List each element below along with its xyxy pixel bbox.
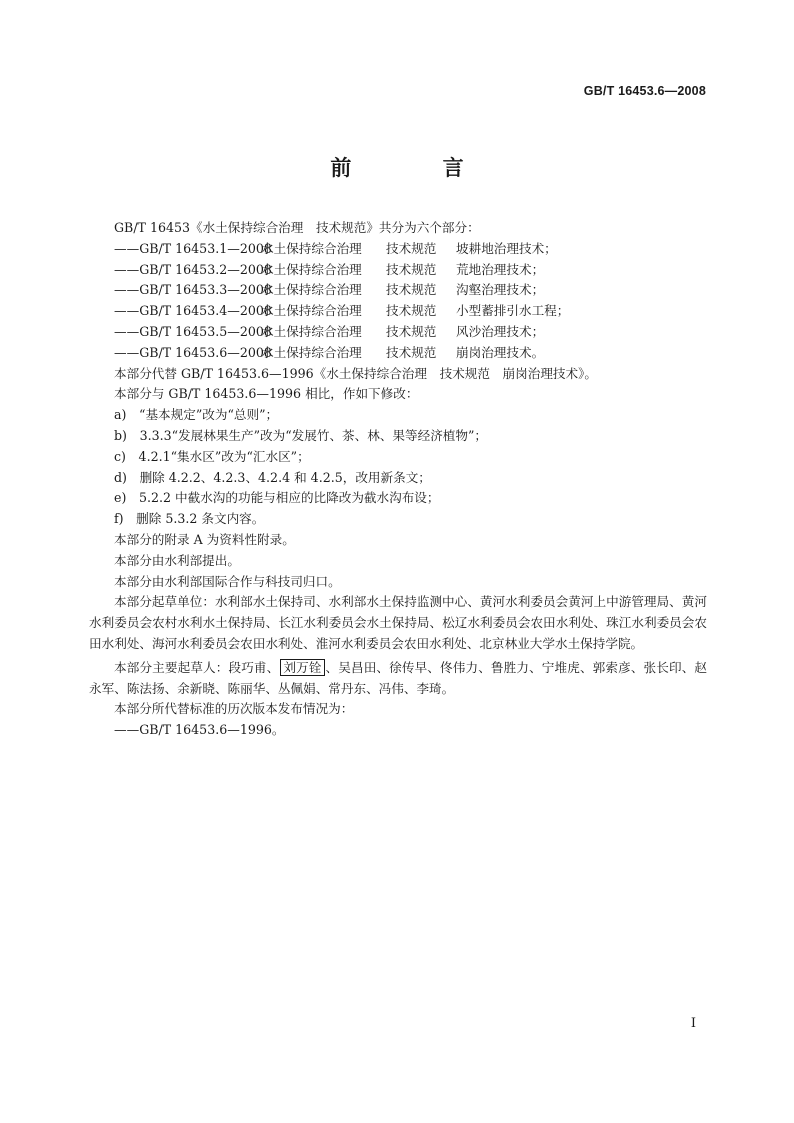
comparison-paragraph: 本部分与 GB/T 16453.6—1996 相比，作如下修改： <box>114 386 419 402</box>
part-code: ——GB/T 16453.6—2008 <box>114 344 272 360</box>
part-title-1: 水土保持综合治理 <box>261 344 362 360</box>
drafting-units-paragraph: 本部分起草单位：水利部水土保持司、水利部水土保持监测中心、黄河水利委员会黄河上中游管理局、黄河水利委员会农村水利水土保持局、长江水利委员会水土保持局、松辽水利委员会农田水利处、珠江水利委员会农田水利处、海河水利委员会农田水利处、淮河水利委员会农田水利处、北京林业大学水土保持学院。 <box>89 594 707 651</box>
proposed-by-paragraph: 本部分由水利部提出。 <box>114 552 240 568</box>
list-item <box>89 301 707 322</box>
parts-list <box>89 239 707 364</box>
list-item <box>89 280 707 301</box>
page-title: 前 言 <box>330 156 506 180</box>
part-title-1: 水土保持综合治理 <box>261 323 362 339</box>
list-item <box>89 239 707 260</box>
part-title-3: 风沙治理技术； <box>456 323 545 339</box>
part-title-2: 技术规范 <box>386 261 437 277</box>
part-title-1: 水土保持综合治理 <box>261 240 362 256</box>
part-title-1: 水土保持综合治理 <box>261 303 362 319</box>
intro-paragraph: GB/T 16453《水土保持综合治理 技术规范》共分为六个部分： <box>114 220 480 235</box>
list-item: c) 4.2.1“集水区”改为“汇水区”； <box>114 448 310 464</box>
drafters-prefix: 本部分主要起草人：段巧甫、 <box>114 659 280 675</box>
list-item: ——GB/T 16453.6—1996。 <box>114 722 285 738</box>
part-title-1: 水土保持综合治理 <box>261 261 362 277</box>
part-title-2: 技术规范 <box>386 303 437 319</box>
drafters-suffix: 、吴昌田、徐传早、佟伟力、鲁胜力、宁堆虎、郭索彦、张长印、赵永军、陈法扬、余新晓、陈丽华、丛佩娟、常丹东、冯伟、李琦。 <box>89 659 708 696</box>
replaces-paragraph: 本部分代替 GB/T 16453.6—1996《水土保持综合治理 技术规范 崩岗治理技术》。 <box>114 365 598 381</box>
part-title-3: 沟壑治理技术； <box>456 282 545 298</box>
part-title-2: 技术规范 <box>386 344 437 360</box>
list-item <box>89 343 707 364</box>
changes-list <box>89 405 707 530</box>
part-title-3: 坡耕地治理技术； <box>456 240 557 256</box>
part-code: ——GB/T 16453.5—2008 <box>114 323 272 339</box>
part-title-2: 技术规范 <box>386 240 437 256</box>
history-intro-paragraph: 本部分所代替标准的历次版本发布情况为： <box>114 701 354 717</box>
part-title-2: 技术规范 <box>386 282 437 298</box>
managed-by-paragraph: 本部分由水利部国际合作与科技司归口。 <box>114 573 341 589</box>
part-code: ——GB/T 16453.4—2008 <box>114 303 272 319</box>
list-item: d) 删除 4.2.2、4.2.3、4.2.4 和 4.2.5，改用新条文； <box>114 469 431 485</box>
list-item: a) “基本规定”改为“总则”； <box>114 407 279 423</box>
part-title-3: 荒地治理技术； <box>456 261 545 277</box>
list-item: f) 删除 5.3.2 条文内容。 <box>114 511 265 527</box>
boxed-name: 刘万铨 <box>280 659 324 676</box>
list-item: b) 3.3.3“发展林果生产”改为“发展竹、茶、林、果等经济植物”； <box>114 427 488 443</box>
part-code: ——GB/T 16453.3—2008 <box>114 282 272 298</box>
foreword-body <box>89 218 707 741</box>
drafters-paragraph <box>89 658 707 700</box>
part-code: ——GB/T 16453.2—2008 <box>114 261 272 277</box>
part-title-3: 崩岗治理技术。 <box>456 344 545 360</box>
standard-code: GB/T 16453.6—2008 <box>583 84 706 98</box>
list-item: e) 5.2.2 中截水沟的功能与相应的比降改为截水沟布设； <box>114 490 440 506</box>
part-code: ——GB/T 16453.1—2008 <box>114 240 272 256</box>
part-title-2: 技术规范 <box>386 323 437 339</box>
list-item <box>89 322 707 343</box>
part-title-3: 小型蓄排引水工程； <box>456 303 570 319</box>
annex-paragraph: 本部分的附录 A 为资料性附录。 <box>114 531 295 547</box>
list-item <box>89 260 707 281</box>
part-title-1: 水土保持综合治理 <box>261 282 362 298</box>
page-number: Ⅰ <box>690 1016 696 1031</box>
